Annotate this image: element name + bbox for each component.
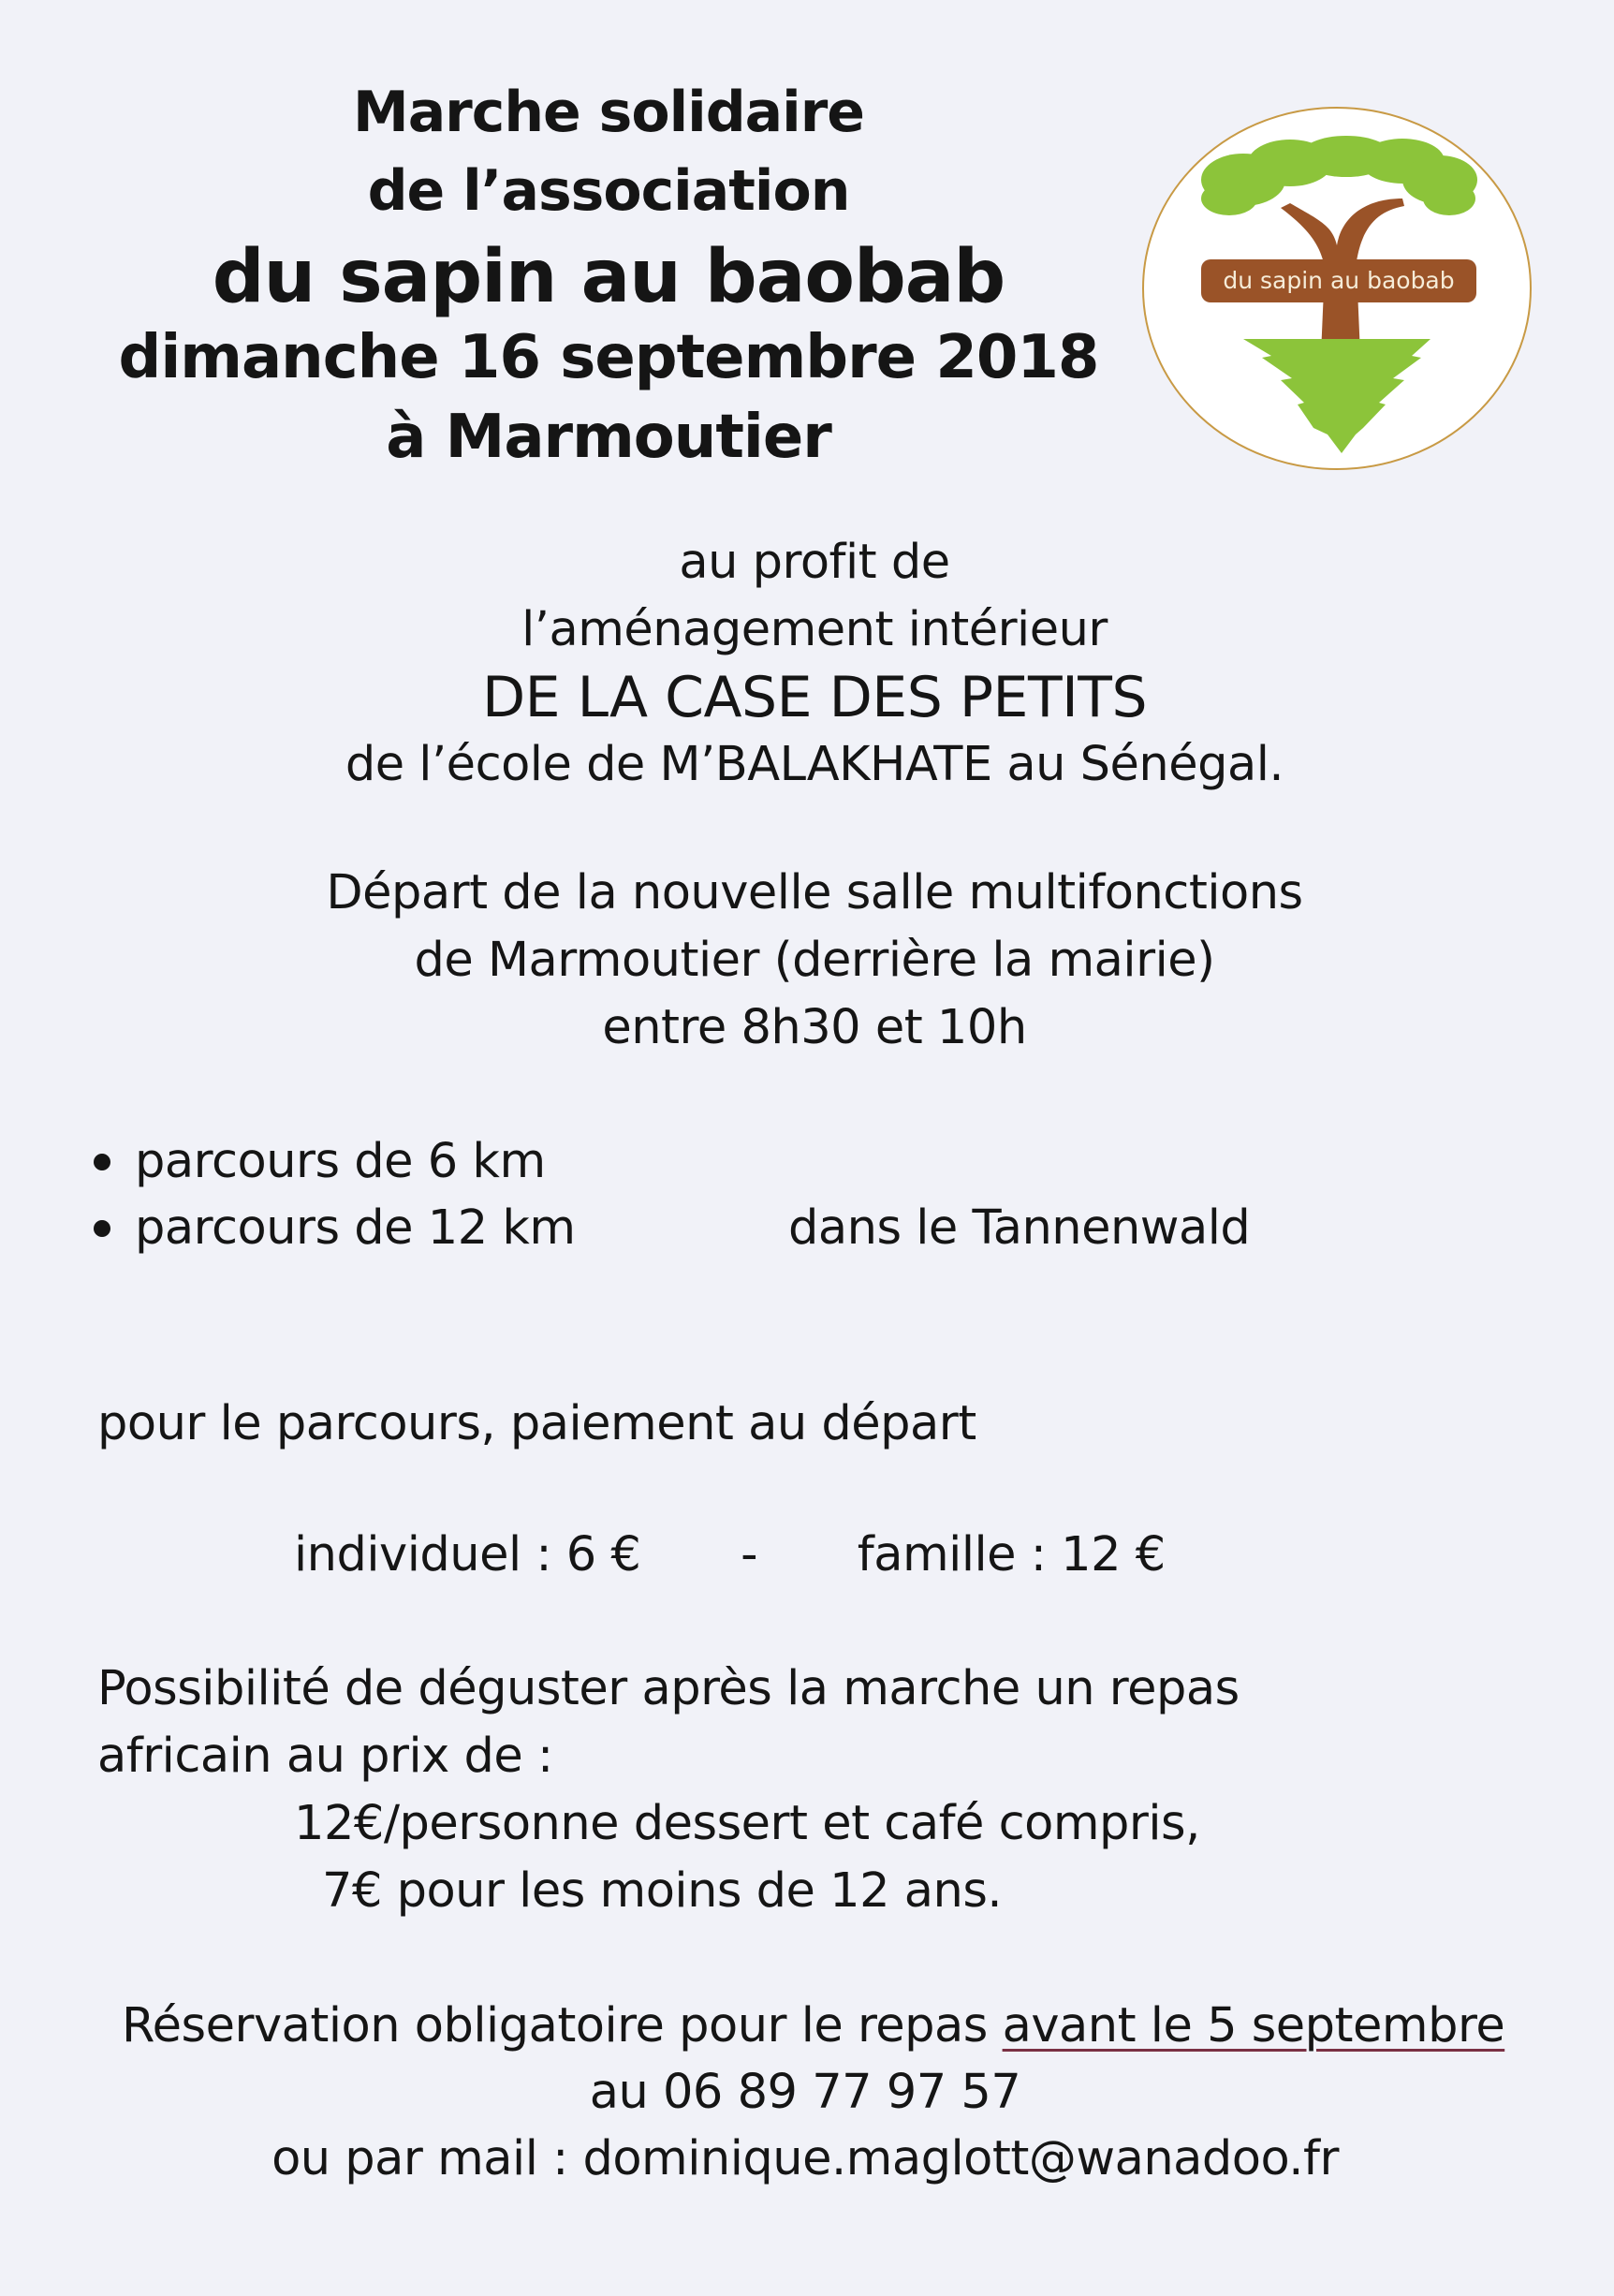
- route-location: dans le Tannenwald: [788, 1200, 1251, 1256]
- purpose-line-1: au profit de: [679, 535, 950, 590]
- price-separator: -: [741, 1527, 758, 1582]
- reservation-text: Réservation obligatoire pour le repas: [122, 1998, 1003, 2053]
- title-line-2: de l’association: [367, 158, 850, 224]
- route-list: [94, 1128, 576, 1261]
- price-family: famille : 12 €: [857, 1527, 1166, 1582]
- meal-price-child: 7€ pour les moins de 12 ans.: [322, 1863, 1003, 1919]
- title-line-1: Marche solidaire: [352, 80, 864, 145]
- route-item: [94, 1128, 576, 1195]
- purpose-line-2: l’aménagement intérieur: [521, 602, 1108, 657]
- departure-line-3: entre 8h30 et 10h: [602, 1000, 1027, 1055]
- event-date: dimanche 16 septembre 2018: [118, 323, 1099, 392]
- bullet-icon: [94, 1220, 110, 1237]
- purpose-block: [281, 529, 1348, 799]
- meal-line-1: Possibilité de déguster après la marche un repas: [97, 1661, 1240, 1716]
- reservation-line: [122, 1993, 1505, 2059]
- price-individual: individuel : 6 €: [294, 1527, 641, 1582]
- purpose-line-4: de l’école de M’BALAKHATE au Sénégal.: [345, 737, 1284, 792]
- reservation-phone[interactable]: au 06 89 77 97 57: [589, 2065, 1021, 2120]
- association-logo: [1140, 105, 1533, 472]
- logo-text: du sapin au baobab: [1223, 267, 1455, 294]
- event-location: à Marmoutier: [386, 403, 831, 472]
- reservation-email[interactable]: dominique.maglott@wanadoo.fr: [582, 2131, 1339, 2186]
- mail-prefix: ou par mail :: [271, 2131, 583, 2186]
- route-label: parcours de 12 km: [135, 1200, 576, 1256]
- departure-line-2: de Marmoutier (derrière la mairie): [414, 933, 1215, 988]
- reservation-deadline: avant le 5 septembre: [1002, 1998, 1505, 2053]
- departure-block: [262, 860, 1367, 1062]
- purpose-line-3: DE LA CASE DES PETITS: [481, 665, 1148, 730]
- departure-line-1: Départ de la nouvelle salle multifonctions: [326, 865, 1303, 920]
- route-label: parcours de 6 km: [135, 1134, 546, 1189]
- payment-note: pour le parcours, paiement au départ: [97, 1396, 976, 1451]
- reservation-block: [122, 1993, 1505, 2192]
- meal-block: [97, 1656, 1240, 1925]
- meal-line-2: africain au prix de :: [97, 1729, 553, 1784]
- price-line: [294, 1522, 1166, 1589]
- title-block: [140, 73, 1077, 230]
- meal-price-adult: 12€/personne dessert et café compris,: [294, 1796, 1200, 1851]
- reservation-mail-line: [122, 2126, 1489, 2192]
- association-name: du sapin au baobab: [212, 235, 1005, 319]
- route-item: [94, 1195, 576, 1261]
- bullet-icon: [94, 1154, 110, 1170]
